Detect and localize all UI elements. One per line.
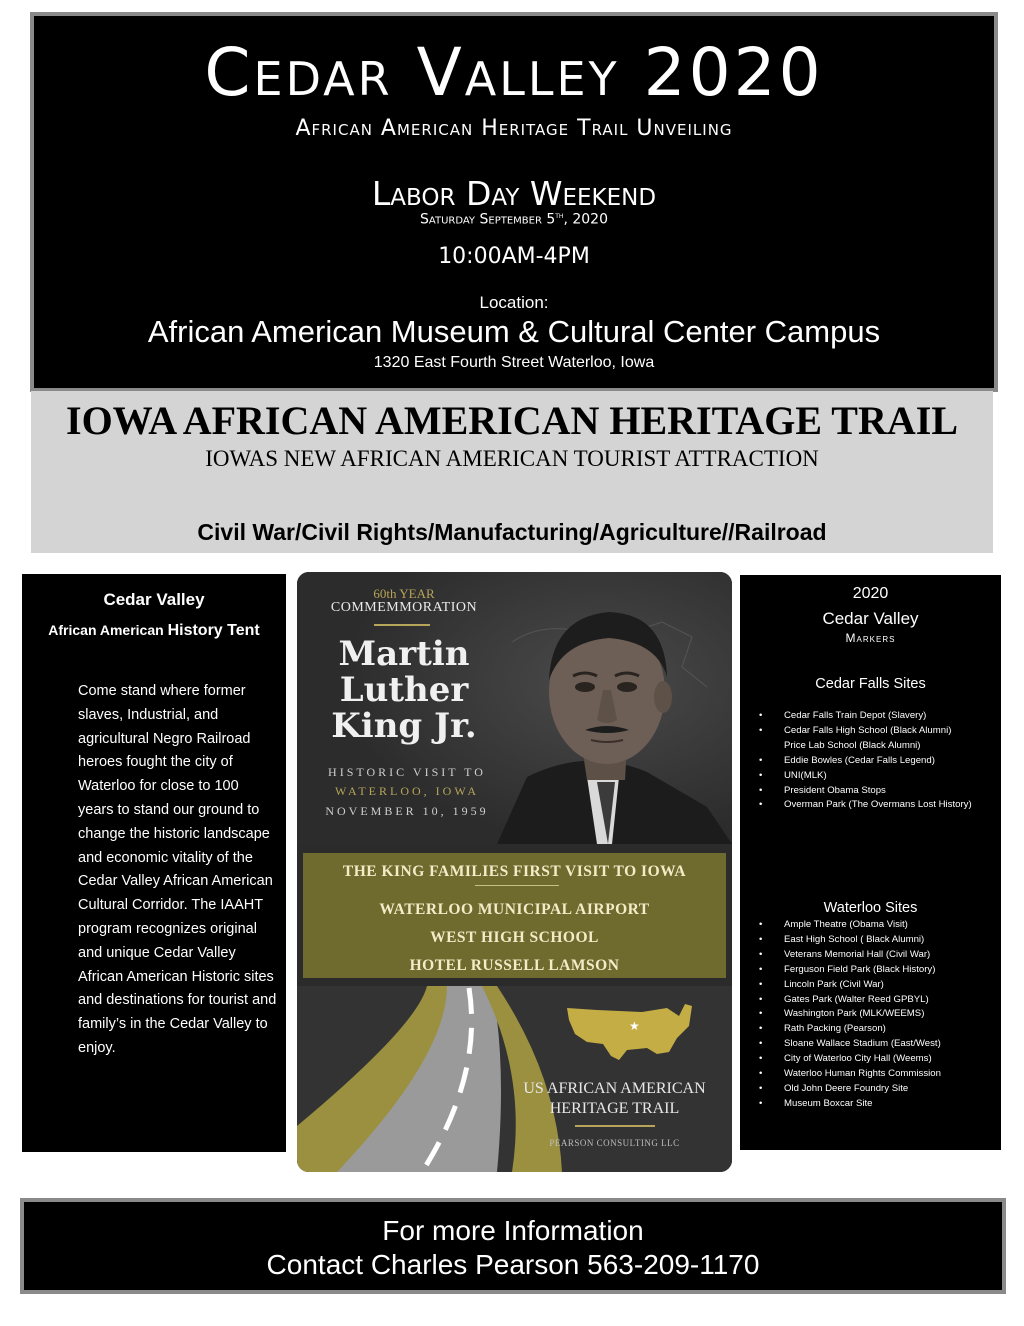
waterloo-site-list	[784, 918, 996, 1112]
cedar-falls-site: • President Obama Stops	[784, 784, 996, 799]
waterloo-site: • City of Waterloo City Hall (Weems)	[784, 1052, 996, 1067]
consulting-credit: PEARSON CONSULTING LLC	[549, 1138, 680, 1148]
cedar-falls-site: • Cedar Falls Train Depot (Slavery)	[784, 709, 996, 724]
king-visit-site-school: WEST HIGH SCHOOL	[430, 929, 599, 946]
waterloo-site: • Gates Park (Walter Reed GPBYL)	[784, 993, 996, 1008]
history-tent-subheading: African American History Tent	[48, 622, 260, 639]
event-weekend: Labor Day Weekend	[371, 174, 657, 213]
waterloo-site: • Old John Deere Foundry Site	[784, 1082, 996, 1097]
banner-title: IOWA AFRICAN AMERICAN HERITAGE TRAIL	[66, 398, 958, 443]
footer-info-line: For more Information	[382, 1215, 644, 1246]
anniversary-label: 60th YEAR	[373, 586, 435, 601]
venue-name: African American Museum & Cultural Center Campus	[147, 314, 881, 349]
markers-panel	[740, 575, 1001, 1150]
cedar-falls-site: • Eddie Bowles (Cedar Falls Legend)	[784, 754, 996, 769]
waterloo-site: • Washington Park (MLK/WEEMS)	[784, 1007, 996, 1022]
mlk-poster	[297, 572, 732, 1172]
event-date: Saturday September 5th, 2020	[420, 211, 608, 228]
event-time: 10:00AM-4PM	[438, 244, 590, 269]
historic-visit-line: HISTORIC VISIT TO	[328, 765, 486, 779]
waterloo-site: • Rath Packing (Pearson)	[784, 1022, 996, 1037]
heritage-trail-section	[297, 986, 732, 1172]
trail-banner	[31, 391, 993, 553]
waterloo-site: • Veterans Memorial Hall (Civil War)	[784, 948, 996, 963]
mlk-commemoration-section	[297, 572, 732, 844]
waterloo-heading: Waterloo Sites	[823, 900, 918, 916]
event-subtitle: African American Heritage Trail Unveiling	[295, 116, 733, 141]
gold-divider	[374, 624, 430, 626]
cedar-falls-site: • Overman Park (The Overmans Lost History)	[784, 798, 996, 813]
waterloo-site: • Sloane Wallace Stadium (East/West)	[784, 1037, 996, 1052]
cedar-falls-site: • UNI(MLK)	[784, 769, 996, 784]
king-visit-box	[299, 849, 730, 982]
location-label: Location:	[479, 293, 549, 312]
historic-visit-place: WATERLOO, IOWA	[335, 784, 479, 798]
king-visit-site-hotel: HOTEL RUSSELL LAMSON	[409, 957, 620, 974]
historic-visit-date: NOVEMBER 10, 1959	[325, 804, 489, 818]
banner-subtitle: IOWAS NEW AFRICAN AMERICAN TOURIST ATTRACTION	[205, 446, 819, 471]
history-tent-panel	[22, 574, 286, 1152]
history-tent-body: Come stand where former slaves, Industrial, and agricultural Negro Railroad heroes fought the city of Waterloo for close to 100 years to stand our ground to change the historic landscape and economic vitality of the Cedar Valley African American Cultural Corridor. The IAAHT program recognizes original and unique Cedar Valley African American Historic sites and destinations for tourist and family’s in the Cedar Valley to enjoy.	[78, 683, 277, 1056]
cedar-falls-site-list	[784, 709, 996, 813]
cedar-falls-site: Price Lab School (Black Alumni)	[784, 739, 921, 751]
trail-name-line1: US AFRICAN AMERICAN	[523, 1080, 706, 1097]
footer-contact-line: Contact Charles Pearson 563-209-1170	[266, 1249, 760, 1280]
venue-address: 1320 East Fourth Street Waterloo, Iowa	[373, 354, 655, 371]
waterloo-site: • Waterloo Human Rights Commission	[784, 1067, 996, 1082]
waterloo-site: • Lincoln Park (Civil War)	[784, 978, 996, 993]
history-tent-heading: Cedar Valley	[103, 590, 205, 609]
markers-label: Markers	[845, 631, 896, 645]
commemoration-label: COMMEMMORATION	[330, 600, 478, 615]
event-title: Cedar Valley 2020	[204, 34, 824, 111]
waterloo-site: • East High School ( Black Alumni)	[784, 933, 996, 948]
markers-year: 2020	[852, 585, 889, 602]
markers-title: Cedar Valley	[822, 609, 919, 628]
king-visit-site-airport: WATERLOO MUNICIPAL AIRPORT	[379, 901, 650, 918]
waterloo-site: • Museum Boxcar Site	[784, 1097, 996, 1112]
king-visit-divider	[475, 885, 559, 886]
trail-name-line2: HERITAGE TRAIL	[549, 1100, 680, 1117]
cedar-falls-heading: Cedar Falls Sites	[815, 676, 926, 692]
trail-divider	[575, 1125, 655, 1127]
king-visit-title: THE KING FAMILIES FIRST VISIT TO IOWA	[342, 863, 687, 880]
event-header	[30, 12, 998, 392]
cedar-falls-site: • Cedar Falls High School (Black Alumni)	[784, 724, 996, 739]
waterloo-site: • Ample Theatre (Obama Visit)	[784, 918, 996, 933]
waterloo-site: • Ferguson Field Park (Black History)	[784, 963, 996, 978]
svg-text:★: ★	[629, 1019, 640, 1033]
contact-footer	[20, 1198, 1006, 1294]
banner-topics: Civil War/Civil Rights/Manufacturing/Agriculture//Railroad	[197, 519, 827, 545]
mlk-name: Martin Luther King Jr.	[331, 634, 477, 746]
